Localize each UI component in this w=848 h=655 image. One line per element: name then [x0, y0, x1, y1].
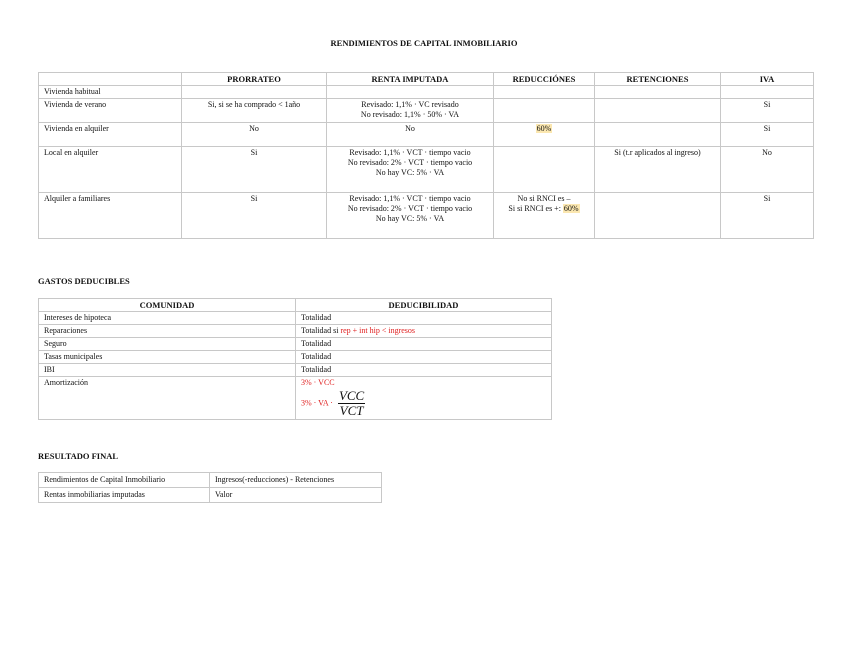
row-label: Vivienda de verano — [39, 99, 182, 123]
reduccion-highlight: 60% — [536, 124, 552, 133]
table-row — [39, 473, 382, 488]
renta-line: Revisado: 1,1% · VC revisado — [361, 100, 459, 109]
table-row — [39, 193, 814, 239]
retenciones-cell: Si (t.r aplicados al ingreso) — [595, 147, 721, 193]
resultado-table — [38, 472, 382, 503]
retenciones-cell — [595, 123, 721, 147]
row-label: Local en alquiler — [39, 147, 182, 193]
reducciones-cell — [494, 193, 595, 239]
reduccion-line: No si RNCI es – — [517, 194, 571, 203]
table-row — [39, 312, 552, 325]
gasto-label: Seguro — [39, 338, 296, 351]
row-label: Alquiler a familiares — [39, 193, 182, 239]
iva-cell: Si — [721, 123, 814, 147]
prorrateo-cell: Si, si se ha comprado < 1año — [182, 99, 327, 123]
gasto-value: Totalidad — [296, 312, 552, 325]
table-row — [39, 351, 552, 364]
gasto-label: Amortización — [39, 377, 296, 420]
gastos-section-title: GASTOS DEDUCIBLES — [38, 276, 130, 286]
table-row — [39, 364, 552, 377]
retenciones-cell — [595, 99, 721, 123]
fraction-denominator: VCT — [339, 403, 364, 418]
header-empty — [39, 73, 182, 86]
page-title: RENDIMIENTOS DE CAPITAL INMOBILIARIO — [330, 38, 518, 48]
prorrateo-cell: Si — [182, 147, 327, 193]
table-row — [39, 86, 814, 99]
iva-cell: Si — [721, 99, 814, 123]
iva-cell: No — [721, 147, 814, 193]
resultado-value: Ingresos(-reducciones) - Retenciones — [210, 473, 382, 488]
prorrateo-cell — [182, 86, 327, 99]
header-reducciones: REDUCCIÓNES — [494, 73, 595, 86]
renta-line: No revisado: 1,1% · 50% · VA — [360, 110, 460, 119]
table-header-row — [39, 299, 552, 312]
amortizacion-line-1: 3% · VCC — [301, 378, 335, 387]
gasto-value: Totalidad — [296, 351, 552, 364]
retenciones-cell — [595, 86, 721, 99]
gasto-value — [296, 325, 552, 338]
table-row — [39, 325, 552, 338]
header-iva: IVA — [721, 73, 814, 86]
table-row — [39, 147, 814, 193]
renta-line: No revisado: 2% · VCT · tiempo vacio — [347, 158, 473, 167]
row-label: Vivienda habitual — [39, 86, 182, 99]
gastos-table — [38, 298, 552, 420]
table-header-row — [39, 73, 814, 86]
header-renta-imputada: RENTA IMPUTADA — [327, 73, 494, 86]
fraction-numerator: VCC — [338, 388, 365, 403]
reducciones-cell — [494, 147, 595, 193]
gasto-value — [296, 377, 552, 420]
row-label: Vivienda en alquiler — [39, 123, 182, 147]
retenciones-cell — [595, 193, 721, 239]
reduccion-highlight: 60% — [563, 204, 579, 213]
gasto-value: Totalidad — [296, 338, 552, 351]
renta-line: Revisado: 1,1% · VCT · tiempo vacio — [349, 148, 471, 157]
renta-cell — [327, 99, 494, 123]
header-retenciones: RETENCIONES — [595, 73, 721, 86]
header-prorrateo: PRORRATEO — [182, 73, 327, 86]
reduccion-line — [499, 204, 589, 214]
reducciones-cell — [494, 123, 595, 147]
reducciones-cell — [494, 99, 595, 123]
table-row — [39, 377, 552, 420]
gasto-value-text: Totalidad si — [301, 326, 339, 335]
renta-line: No hay VC: 5% · VA — [375, 214, 445, 223]
gasto-label: IBI — [39, 364, 296, 377]
renta-cell — [327, 86, 494, 99]
header-deducibilidad: DEDUCIBILIDAD — [296, 299, 552, 312]
resultado-label: Rentas inmobiliarias imputadas — [39, 488, 210, 503]
renta-line: No revisado: 2% · VCT · tiempo vacio — [347, 204, 473, 213]
table-row — [39, 99, 814, 123]
amortizacion-line-2 — [301, 389, 546, 418]
amortizacion-fraction — [338, 389, 365, 418]
gasto-label: Reparaciones — [39, 325, 296, 338]
gasto-value: Totalidad — [296, 364, 552, 377]
renta-cell — [327, 123, 494, 147]
table-row — [39, 488, 382, 503]
resultado-label: Rendimientos de Capital Inmobiliario — [39, 473, 210, 488]
gasto-condition: rep + int hip < ingresos — [340, 326, 416, 335]
iva-cell — [721, 86, 814, 99]
renta-cell — [327, 193, 494, 239]
prorrateo-cell: No — [182, 123, 327, 147]
resultado-section-title: RESULTADO FINAL — [38, 451, 119, 461]
gasto-label: Intereses de hipoteca — [39, 312, 296, 325]
amortizacion-prefix: 3% · VA · — [301, 398, 333, 408]
header-comunidad: COMUNIDAD — [39, 299, 296, 312]
prorrateo-cell: Si — [182, 193, 327, 239]
table-row — [39, 338, 552, 351]
renta-line: Revisado: 1,1% · VCT · tiempo vacio — [349, 194, 471, 203]
reducciones-cell — [494, 86, 595, 99]
renta-cell — [327, 147, 494, 193]
resultado-value: Valor — [210, 488, 382, 503]
iva-cell: Si — [721, 193, 814, 239]
gasto-label: Tasas municipales — [39, 351, 296, 364]
table-row — [39, 123, 814, 147]
rendimientos-table — [38, 72, 814, 239]
renta-line: No hay VC: 5% · VA — [375, 168, 445, 177]
renta-line: No — [405, 124, 415, 133]
reduccion-text: Si si RNCI es +: — [508, 204, 561, 213]
